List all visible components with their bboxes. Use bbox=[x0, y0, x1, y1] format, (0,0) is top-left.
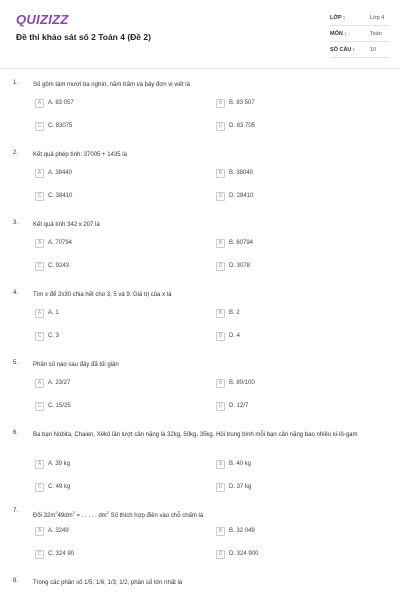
option-text: C. 38410 bbox=[48, 193, 73, 199]
option-text: B. 2 bbox=[229, 310, 240, 316]
option-b[interactable] bbox=[216, 167, 253, 179]
question-text: Tìm x để 2x30 chia hết cho 3, 5 và 9. Giá trị của x là bbox=[33, 292, 172, 298]
option-text: B. 60794 bbox=[229, 240, 254, 246]
fraction: 1/2 bbox=[119, 580, 128, 586]
option-a[interactable] bbox=[35, 458, 70, 470]
option-letter-box: B bbox=[216, 99, 225, 108]
option-letter-box: A bbox=[35, 379, 44, 388]
option-text: B. 80/100 bbox=[229, 380, 255, 386]
question-text: Trong các phân số 1/5; 1/6; 1/3; 1/2, phân số lớn nhất là bbox=[33, 580, 183, 586]
option-d[interactable] bbox=[216, 548, 258, 560]
option-text: C. 49 kg bbox=[48, 484, 71, 490]
fraction: 1/3 bbox=[107, 580, 116, 586]
option-text: B. 83 507 bbox=[229, 100, 255, 106]
meta-subject: MÔN : Toán bbox=[330, 26, 390, 42]
option-c[interactable] bbox=[35, 330, 59, 342]
option-letter-box: B bbox=[216, 379, 225, 388]
option-text: B. 38040 bbox=[229, 170, 254, 176]
question-text: Đổi $32m^249dm^2$ = . . . . . $dm^2$ Số thích hợp điền vào chỗ chấm là bbox=[33, 510, 204, 519]
option-a[interactable] bbox=[35, 97, 74, 109]
option-a[interactable] bbox=[35, 237, 72, 249]
question-number: 1. bbox=[13, 80, 19, 86]
question-text: Kết quả phép tính: 37005 + 1435 là bbox=[33, 152, 127, 158]
option-text: C. 3 bbox=[48, 333, 60, 339]
option-a[interactable] bbox=[35, 525, 69, 537]
option-letter-box: A bbox=[35, 527, 44, 536]
option-letter-box: A bbox=[35, 99, 44, 108]
option-letter-box: D bbox=[216, 192, 225, 201]
option-letter-box: C bbox=[35, 550, 44, 559]
option-text: A. 39 kg bbox=[48, 461, 71, 467]
option-text: B. 32 049 bbox=[229, 528, 255, 534]
option-c[interactable] bbox=[35, 120, 72, 132]
option-c[interactable] bbox=[35, 481, 70, 493]
worksheet-meta bbox=[330, 10, 390, 58]
option-a[interactable] bbox=[35, 167, 72, 179]
option-letter-box: D bbox=[216, 262, 225, 271]
header-divider bbox=[0, 68, 400, 69]
option-text: C. 9243 bbox=[48, 263, 70, 269]
option-letter-box: C bbox=[35, 192, 44, 201]
option-letter-box: B bbox=[216, 169, 225, 178]
option-b[interactable] bbox=[216, 377, 255, 389]
option-text: A. 3249 bbox=[48, 528, 69, 534]
question-number: 7. bbox=[13, 508, 19, 514]
meta-class: LỚP : Lớp 4 bbox=[330, 10, 390, 26]
option-letter-box: C bbox=[35, 332, 44, 341]
option-text: A. 1 bbox=[48, 310, 59, 316]
option-a[interactable] bbox=[35, 377, 70, 389]
fraction: 1/6 bbox=[95, 580, 105, 586]
option-c[interactable] bbox=[35, 190, 72, 202]
question-number: 5. bbox=[13, 360, 19, 366]
option-letter-box: A bbox=[35, 309, 44, 318]
option-text: C. 324 90 bbox=[48, 551, 75, 557]
option-text: C. 15/25 bbox=[48, 403, 71, 409]
option-letter-box: A bbox=[35, 169, 44, 178]
option-c[interactable] bbox=[35, 400, 71, 412]
option-text: A. 38440 bbox=[48, 170, 73, 176]
question-number: 3. bbox=[13, 220, 19, 226]
option-letter-box: A bbox=[35, 460, 44, 469]
option-letter-box: C bbox=[35, 262, 44, 271]
question-text: Ba bạn Nobita, Chaien, Xêkô lần lượt cân nặng là 32kg, 50kg, 35kg. Hỏi trung bình mỗi bạn cân nặng bao nhiêu ki-lô-gam bbox=[33, 432, 358, 438]
fraction: 1/5 bbox=[84, 580, 93, 586]
option-letter-box: B bbox=[216, 309, 225, 318]
option-a[interactable] bbox=[35, 307, 59, 319]
option-text: D. 37 kg bbox=[229, 484, 252, 490]
worksheet-title: Đề thi khảo sát số 2 Toán 4 (Đề 2) bbox=[16, 32, 151, 42]
question-number: 8. bbox=[13, 578, 19, 584]
question-number: 4. bbox=[13, 290, 19, 296]
option-text: A. 70794 bbox=[48, 240, 73, 246]
option-letter-box: C bbox=[35, 122, 44, 131]
quizizz-logo: QUIZIZZ bbox=[16, 12, 69, 27]
option-letter-box: D bbox=[216, 332, 225, 341]
question-number: 6. bbox=[13, 430, 19, 436]
option-b[interactable] bbox=[216, 525, 255, 537]
option-text: B. 40 kg bbox=[229, 461, 252, 467]
question-text: Kết quả tính 342 x 207 là bbox=[33, 222, 100, 228]
option-letter-box: C bbox=[35, 402, 44, 411]
question-text: Phân số nào sau đây đã tối giản bbox=[33, 362, 119, 368]
option-text: D. 28410 bbox=[229, 193, 254, 199]
option-d[interactable] bbox=[216, 120, 255, 132]
option-d[interactable] bbox=[216, 260, 250, 272]
option-b[interactable] bbox=[216, 458, 251, 470]
question-number: 2. bbox=[13, 150, 19, 156]
question-text: Số gồm tám mươi ba nghìn, năm trăm và bảy đơn vị viết là bbox=[33, 82, 190, 88]
option-d[interactable] bbox=[216, 330, 240, 342]
option-d[interactable] bbox=[216, 481, 251, 493]
option-b[interactable] bbox=[216, 307, 240, 319]
option-text: A. 83 057 bbox=[48, 100, 74, 106]
option-letter-box: C bbox=[35, 483, 44, 492]
option-text: D. 4 bbox=[229, 333, 241, 339]
option-b[interactable] bbox=[216, 97, 255, 109]
worksheet-header bbox=[0, 0, 400, 64]
option-c[interactable] bbox=[35, 548, 74, 560]
option-text: D. 12/7 bbox=[229, 403, 249, 409]
option-text: A. 23/27 bbox=[48, 380, 71, 386]
option-text: D. 83 705 bbox=[229, 123, 256, 129]
option-b[interactable] bbox=[216, 237, 253, 249]
option-text: D. 324 900 bbox=[229, 551, 259, 557]
meta-question-count: SỐ CÂU : 10 bbox=[330, 42, 390, 58]
option-letter-box: D bbox=[216, 122, 225, 131]
option-text: D. 3078 bbox=[229, 263, 251, 269]
option-letter-box: B bbox=[216, 460, 225, 469]
option-c[interactable] bbox=[35, 260, 69, 272]
option-d[interactable] bbox=[216, 400, 248, 412]
option-letter-box: D bbox=[216, 402, 225, 411]
option-letter-box: B bbox=[216, 527, 225, 536]
option-d[interactable] bbox=[216, 190, 253, 202]
option-letter-box: D bbox=[216, 483, 225, 492]
option-letter-box: D bbox=[216, 550, 225, 559]
option-text: C. 83075 bbox=[48, 123, 73, 129]
option-letter-box: A bbox=[35, 239, 44, 248]
option-letter-box: B bbox=[216, 239, 225, 248]
